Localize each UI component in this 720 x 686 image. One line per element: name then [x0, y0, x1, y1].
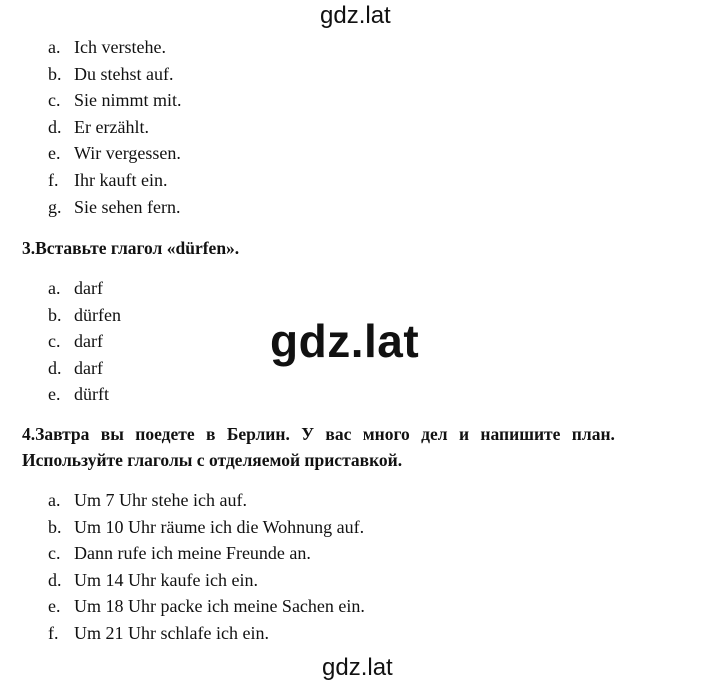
item-text: Um 18 Uhr packe ich meine Sachen ein.: [74, 596, 365, 617]
section-3-heading: 3.Вставьте глагол «dürfen».: [22, 238, 240, 258]
item-text: Sie nimmt mit.: [74, 90, 182, 111]
item-text: dürft: [74, 384, 109, 405]
section-4-heading-line-2: Используйте глаголы с отделяемой приставкой.: [22, 450, 403, 470]
list-item: [48, 540, 365, 567]
item-letter: f.: [48, 622, 59, 643]
item-text: Ihr kauft ein.: [74, 169, 168, 190]
list-item: [48, 275, 121, 302]
list-item: [48, 620, 365, 647]
item-letter: f.: [48, 169, 59, 190]
item-letter: d.: [48, 357, 62, 378]
item-letter: e.: [48, 143, 61, 164]
item-letter: d.: [48, 116, 62, 137]
watermark-middle: gdz.lat: [270, 315, 420, 367]
item-letter: c.: [48, 543, 61, 564]
item-text: darf: [74, 278, 103, 298]
item-letter: b.: [48, 63, 62, 84]
item-text: Dann rufe ich meine Freunde an.: [74, 543, 311, 564]
item-text: Wir vergessen.: [74, 143, 181, 164]
item-text: Ich verstehe.: [74, 37, 166, 57]
list-item: [48, 355, 121, 382]
watermark-top: gdz.lat: [320, 2, 391, 29]
item-letter: a.: [48, 37, 61, 57]
item-letter: g.: [48, 196, 62, 217]
section-4-heading-line-1: 4.Завтра вы поедете в Берлин. У вас много дел и напишите план.: [22, 424, 615, 444]
list-item: [48, 567, 365, 594]
item-letter: b.: [48, 516, 62, 537]
item-text: Du stehst auf.: [74, 63, 174, 84]
answer-list-section-2: [48, 34, 182, 220]
item-letter: c.: [48, 331, 61, 352]
list-item: [48, 61, 182, 88]
item-text: dürfen: [74, 304, 121, 325]
list-item: [48, 328, 121, 355]
item-text: Um 14 Uhr kaufe ich ein.: [74, 569, 258, 590]
list-item: [48, 514, 365, 541]
list-item: [48, 114, 182, 141]
item-letter: e.: [48, 384, 61, 405]
list-item: [48, 140, 182, 167]
item-text: darf: [74, 357, 103, 378]
list-item: [48, 302, 121, 329]
watermark-bottom: gdz.lat: [322, 654, 393, 681]
list-item: [48, 34, 182, 61]
item-letter: b.: [48, 304, 62, 325]
item-text: Sie sehen fern.: [74, 196, 181, 217]
list-item: [48, 194, 182, 221]
item-text: darf: [74, 331, 103, 352]
item-letter: d.: [48, 569, 62, 590]
item-text: Um 10 Uhr räume ich die Wohnung auf.: [74, 516, 365, 537]
list-item: [48, 167, 182, 194]
item-text: Um 7 Uhr stehe ich auf.: [74, 490, 247, 510]
item-letter: a.: [48, 490, 61, 510]
answer-list-section-3: [48, 275, 121, 408]
list-item: [48, 87, 182, 114]
answer-list-section-4: [48, 487, 365, 647]
list-item: [48, 487, 365, 514]
list-item: [48, 381, 121, 408]
item-letter: c.: [48, 90, 61, 111]
list-item: [48, 593, 365, 620]
item-letter: e.: [48, 596, 61, 617]
item-text: Er erzählt.: [74, 116, 149, 137]
item-text: Um 21 Uhr schlafe ich ein.: [74, 622, 269, 643]
item-letter: a.: [48, 278, 61, 298]
